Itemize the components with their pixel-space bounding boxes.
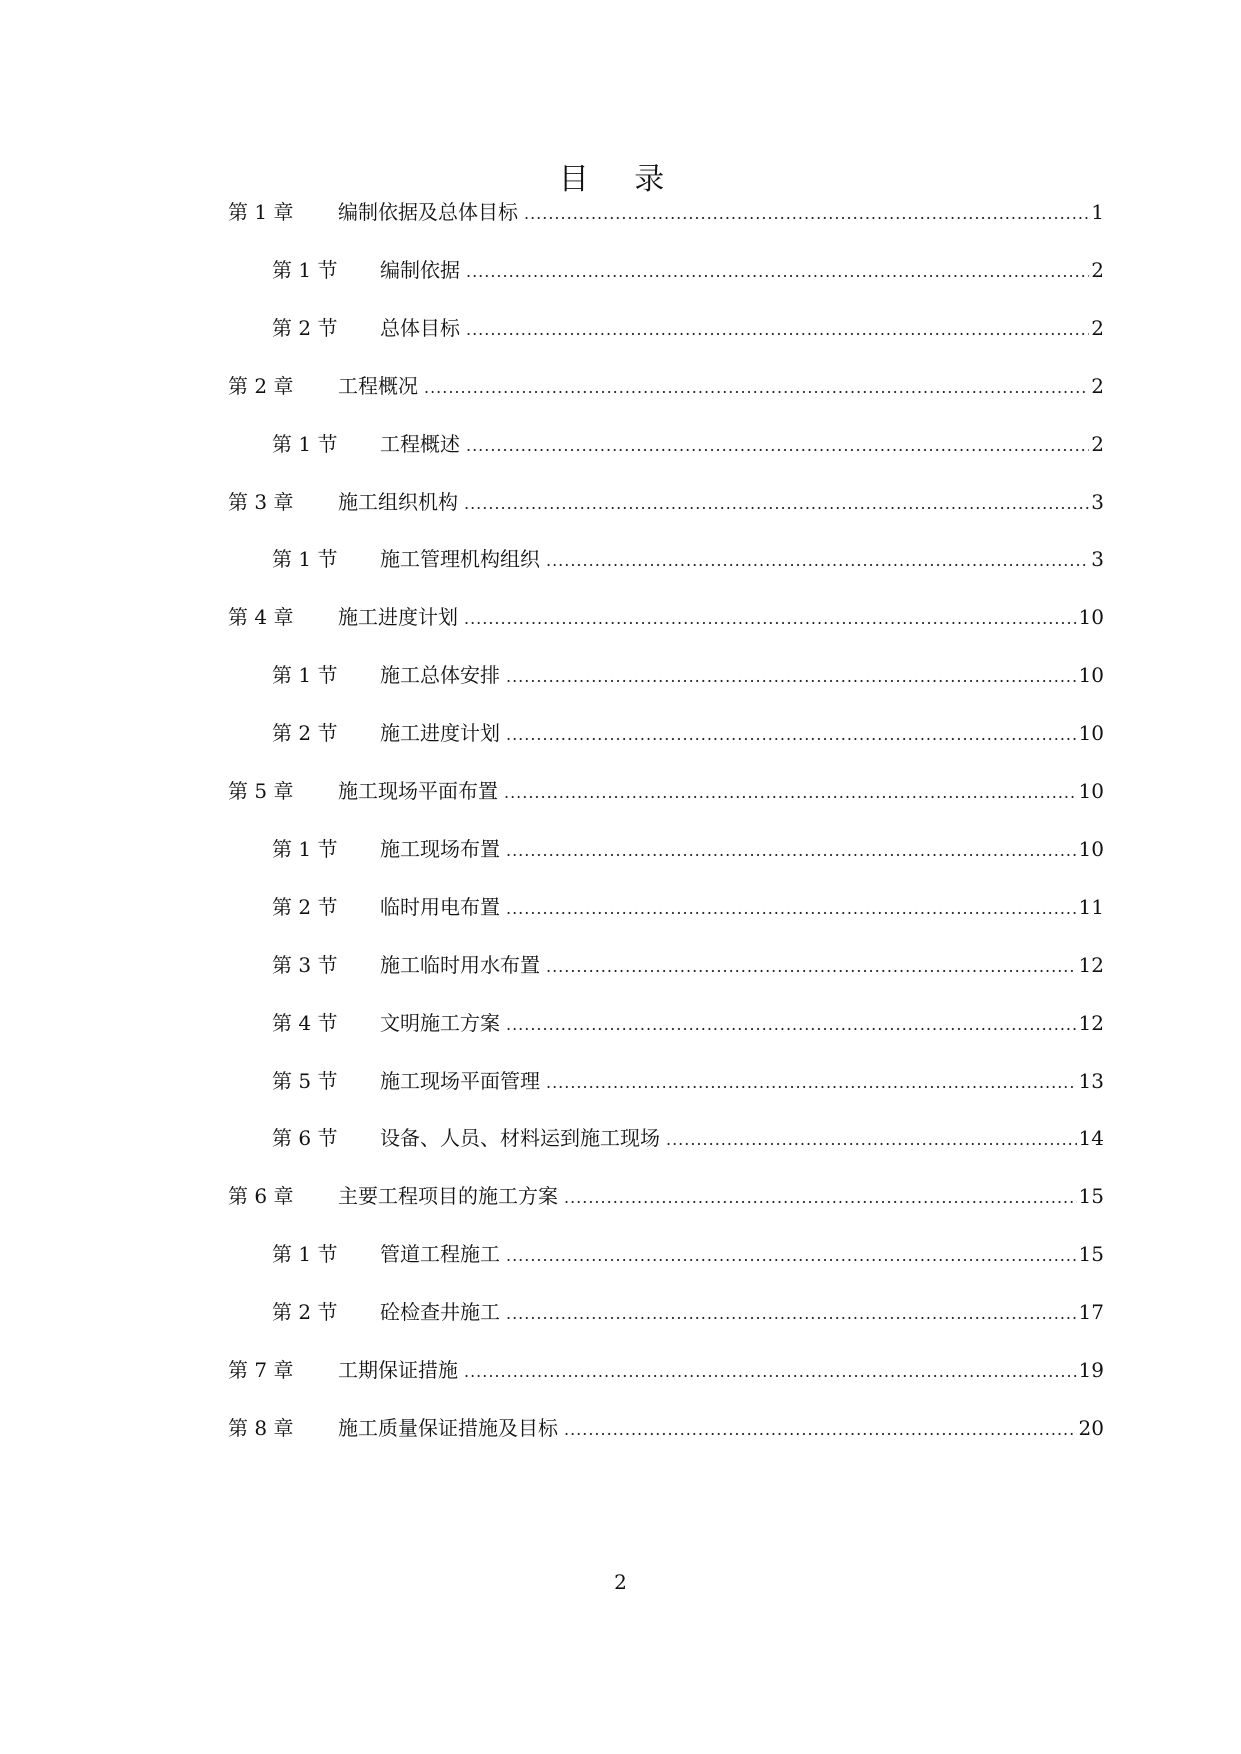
dot-leader [666,1123,1077,1157]
section-title: 施工现场布置 [380,836,500,861]
section-title: 总体目标 [380,315,460,340]
page-ref: 12 [1078,952,1104,977]
page-ref: 14 [1078,1126,1104,1151]
page-ref: 10 [1078,663,1104,688]
chapter-number: 第 8 章 [228,1415,294,1440]
section-title: 施工管理机构组织 [380,547,540,572]
toc-entry-section[interactable] [272,253,1104,287]
toc-entry-section[interactable] [272,542,1104,576]
dot-leader [504,776,1077,810]
page-ref: 2 [1091,257,1104,282]
section-number: 第 1 节 [272,547,338,572]
toc-entry-chapter[interactable] [228,1411,1104,1445]
section-number: 第 2 节 [272,721,338,746]
page-ref: 12 [1078,1010,1104,1035]
toc-entry-section[interactable] [272,1064,1104,1098]
section-number: 第 3 节 [272,952,338,977]
toc-entry-section[interactable] [272,1237,1104,1271]
dot-leader [506,1297,1077,1331]
dot-leader [464,1355,1077,1389]
dot-leader [546,950,1077,984]
page-ref: 2 [1091,373,1104,398]
chapter-number: 第 3 章 [228,489,294,514]
toc-entry-section[interactable] [272,832,1104,866]
section-number: 第 1 节 [272,663,338,688]
section-title: 施工总体安排 [380,663,500,688]
page-ref: 15 [1078,1242,1104,1267]
dot-leader [506,1008,1077,1042]
section-number: 第 6 节 [272,1126,338,1151]
toc-entry-chapter[interactable] [228,195,1104,229]
chapter-number: 第 5 章 [228,779,294,803]
page-ref: 10 [1078,779,1104,803]
section-title: 施工临时用水布置 [380,952,540,977]
section-number: 第 4 节 [272,1010,338,1035]
dot-leader [506,718,1077,752]
section-title: 管道工程施工 [380,1242,500,1267]
toc-entry-section[interactable] [272,311,1104,345]
dot-leader [506,834,1077,868]
toc-entry-section[interactable] [272,716,1104,750]
toc-entry-chapter[interactable] [228,1179,1104,1213]
section-number: 第 5 节 [272,1068,338,1093]
section-title: 编制依据 [380,257,460,282]
section-title: 设备、人员、材料运到施工现场 [380,1126,660,1151]
chapter-number: 第 7 章 [228,1358,294,1382]
page-ref: 20 [1078,1415,1104,1440]
dot-leader [546,544,1089,578]
chapter-title: 施工质量保证措施及目标 [338,1415,558,1440]
chapter-title: 工期保证措施 [338,1358,458,1382]
page-ref: 10 [1078,721,1104,746]
dot-leader [464,487,1089,521]
page-ref: 2 [1091,315,1104,340]
toc-entry-chapter[interactable] [228,1353,1104,1387]
page-ref: 10 [1078,836,1104,861]
toc-entry-section[interactable] [272,1006,1104,1040]
chapter-number: 第 6 章 [228,1184,294,1209]
section-title: 施工进度计划 [380,721,500,746]
section-number: 第 1 节 [272,431,338,456]
section-title: 临时用电布置 [380,894,500,919]
toc-entry-section[interactable] [272,1121,1104,1155]
section-number: 第 2 节 [272,894,338,919]
chapter-title: 施工现场平面布置 [338,779,498,803]
page-ref: 15 [1078,1184,1104,1209]
dot-leader [466,313,1089,347]
dot-leader [524,197,1089,231]
section-title: 工程概述 [380,431,460,456]
dot-leader [424,371,1089,405]
page-ref: 3 [1091,547,1104,572]
chapter-title: 施工组织机构 [338,489,458,514]
chapter-number: 第 4 章 [228,605,294,630]
page-ref: 2 [1091,431,1104,456]
toc-entry-section[interactable] [272,427,1104,461]
chapter-title: 工程概况 [338,373,418,398]
section-number: 第 1 节 [272,836,338,861]
dot-leader [506,1239,1077,1273]
dot-leader [506,660,1077,694]
chapter-title: 主要工程项目的施工方案 [338,1184,558,1209]
dot-leader [506,892,1077,926]
dot-leader [466,255,1089,289]
section-title: 施工现场平面管理 [380,1068,540,1093]
section-title: 砼检查井施工 [380,1300,500,1325]
toc-entry-section[interactable] [272,890,1104,924]
toc-entry-section[interactable] [272,948,1104,982]
page-ref: 19 [1078,1358,1104,1382]
page-ref: 1 [1091,200,1104,224]
dot-leader [564,1181,1077,1215]
toc-entry-section[interactable] [272,1295,1104,1329]
page-ref: 11 [1078,894,1104,919]
toc-title: 目 录 [558,162,683,197]
section-number: 第 2 节 [272,1300,338,1325]
toc-entry-chapter[interactable] [228,369,1104,403]
page-ref: 13 [1078,1068,1104,1093]
chapter-number: 第 1 章 [228,200,294,224]
page-ref: 3 [1091,489,1104,514]
chapter-number: 第 2 章 [228,373,294,398]
page-ref: 10 [1078,605,1104,630]
chapter-title: 施工进度计划 [338,605,458,630]
dot-leader [464,602,1077,636]
dot-leader [466,429,1089,463]
section-title: 文明施工方案 [380,1010,500,1035]
section-number: 第 1 节 [272,1242,338,1267]
page-number: 2 [614,1570,627,1594]
section-number: 第 1 节 [272,257,338,282]
dot-leader [546,1066,1077,1100]
page-ref: 17 [1078,1300,1104,1325]
toc-entry-chapter[interactable] [228,485,1104,519]
chapter-title: 编制依据及总体目标 [338,200,518,224]
toc-entry-chapter[interactable] [228,774,1104,808]
dot-leader [564,1413,1077,1447]
toc-entry-section[interactable] [272,658,1104,692]
toc-entry-chapter[interactable] [228,600,1104,634]
section-number: 第 2 节 [272,315,338,340]
